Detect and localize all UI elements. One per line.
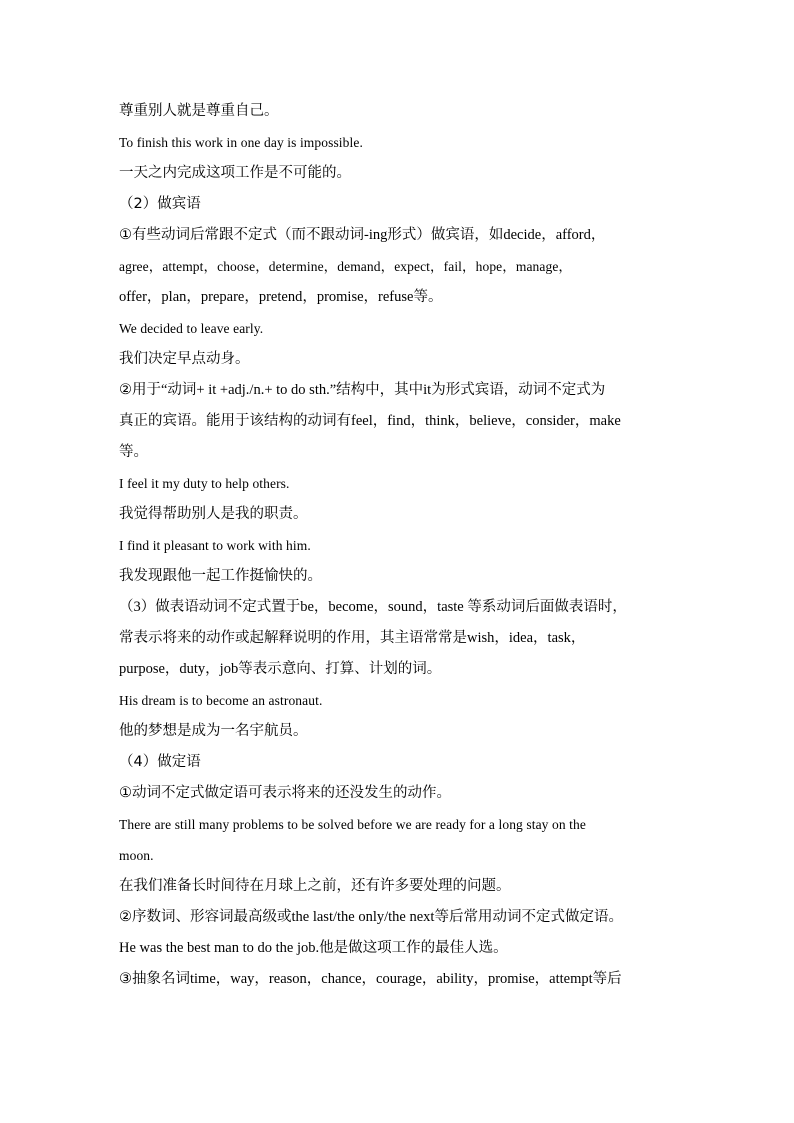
rule-text: ②序数词、形容词最高级或the last/the only/the next等后常用动词不定式做定语。: [119, 909, 623, 925]
rule-text: ①有些动词后常跟不定式（而不跟动词-ing形式）做宾语，如decide，afford，: [119, 227, 606, 243]
translation-line: 我觉得帮助别人是我的职责。: [119, 506, 308, 522]
rule-text: 等。: [119, 444, 148, 460]
translation-line: 我们决定早点动身。: [119, 351, 250, 367]
translation-line: 尊重别人就是尊重自己。: [119, 103, 279, 119]
translation-line: 一天之内完成这项工作是不可能的。: [119, 165, 351, 181]
section-heading-predicative: （3）做表语动词不定式置于be，become，sound，taste 等系动词后面做表语时，: [119, 599, 627, 615]
rule-text: 常表示将来的动作或起解释说明的作用，其主语常常是wish，idea，task，: [119, 630, 586, 646]
rule-text: ②用于“动词+ it +adj./n.+ to do sth.”结构中，其中it为形式宾语，动词不定式为: [119, 382, 606, 398]
example-sentence: He was the best man to do the job.他是做这项工作的最佳人选。: [119, 940, 508, 956]
example-sentence: I find it pleasant to work with him.: [119, 538, 311, 553]
example-sentence: His dream is to become an astronaut.: [119, 693, 323, 708]
translation-line: 我发现跟他一起工作挺愉快的。: [119, 568, 322, 584]
translation-line: 在我们准备长时间待在月球上之前，还有许多要处理的问题。: [119, 878, 511, 894]
example-sentence: To finish this work in one day is impossible.: [119, 135, 363, 150]
rule-text: purpose，duty，job等表示意向、打算、计划的词。: [119, 661, 442, 677]
example-sentence: I feel it my duty to help others.: [119, 476, 290, 491]
rule-text: offer，plan，prepare，pretend，promise，refuse等。: [119, 289, 443, 305]
example-sentence: moon.: [119, 848, 154, 863]
translation-line: 他的梦想是成为一名宇航员。: [119, 723, 308, 739]
section-heading-object: （2）做宾语: [119, 196, 201, 212]
rule-text: 真正的宾语。能用于该结构的动词有feel，find，think，believe，consider，make: [119, 413, 621, 429]
rule-text: agree，attempt，choose，determine，demand，expect，fail，hope，manage，: [119, 259, 573, 274]
document-page: [119, 96, 675, 995]
rule-text: ③抽象名词time，way，reason，chance，courage，ability，promise，attempt等后: [119, 971, 622, 987]
section-heading-attributive: （4）做定语: [119, 754, 201, 770]
rule-text: ①动词不定式做定语可表示将来的还没发生的动作。: [119, 785, 451, 801]
example-sentence: There are still many problems to be solved before we are ready for a long stay on the: [119, 817, 586, 832]
example-sentence: We decided to leave early.: [119, 321, 264, 336]
